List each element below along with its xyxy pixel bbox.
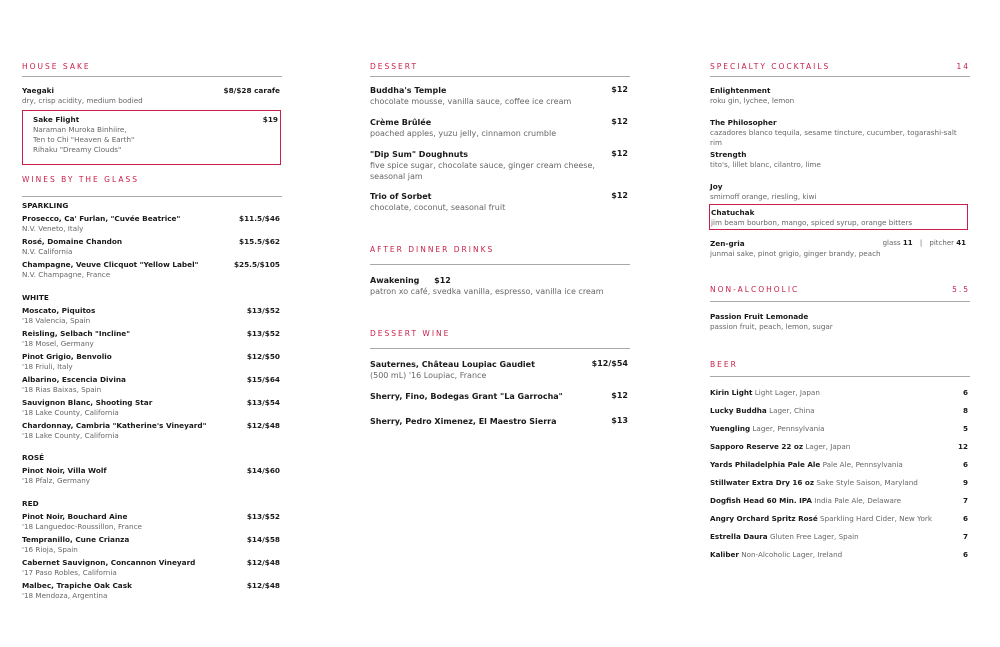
item-name: Sherry, Pedro Ximenez, El Maestro Sierra	[370, 417, 557, 426]
item-desc: Naraman Muroka Binhiire,	[33, 125, 127, 134]
wine-item	[22, 214, 282, 234]
item-price: $25.5/$105	[233, 260, 280, 269]
item-name: Cabernet Sauvignon, Concannon Vineyard	[22, 558, 196, 567]
wine-item	[22, 398, 282, 418]
item-desc: Rihaku "Dreamy Clouds"	[33, 145, 122, 154]
item-desc: India Pale Ale, Delaware	[814, 496, 902, 505]
item-price: $15/$64	[246, 375, 280, 384]
item-desc: Pale Ale, Pennsylvania	[822, 460, 903, 469]
item-desc: N.V. Champagne, France	[22, 270, 111, 279]
item-desc: Sparkling Hard Cider, New York	[820, 514, 932, 523]
item-desc: jim beam bourbon, mango, spiced syrup, orange bitters	[711, 218, 913, 227]
item-price: $12/$48	[246, 558, 280, 567]
wine-item	[22, 306, 282, 326]
item-price: $13	[611, 416, 628, 425]
wine-item	[22, 375, 282, 395]
item-desc: patron xo café, svedka vanilla, espresso, vanilla ice cream	[370, 287, 604, 296]
item-desc: smirnoff orange, riesling, kiwi	[710, 192, 817, 201]
item-desc: '18 Lake County, California	[22, 431, 119, 440]
beer-item	[710, 514, 970, 524]
dessert-wine-title: DESSERT WINE	[370, 329, 451, 338]
item-price: $13/$52	[246, 512, 280, 521]
item-desc: Lager, China	[769, 406, 815, 415]
beer-title: BEER	[710, 360, 738, 369]
wine-item	[22, 421, 282, 441]
item-price: $12	[611, 391, 628, 400]
item-name: Zen-gria	[710, 239, 745, 248]
after-dinner-item	[370, 275, 630, 297]
item-price: $8/$28 carafe	[223, 86, 280, 95]
cocktail-item	[710, 86, 970, 106]
item-desc: (500 mL) '16 Loupiac, France	[370, 371, 487, 380]
house-sake-title: HOUSE SAKE	[22, 62, 91, 71]
item-name: Reisling, Selbach "Incline"	[22, 329, 131, 338]
item-price: $14/$58	[246, 535, 280, 544]
item-desc: '18 Friuli, Italy	[22, 362, 73, 371]
item-price: $12	[611, 85, 628, 94]
item-price: $12	[434, 276, 451, 285]
divider	[710, 76, 970, 77]
item-price: $12/$50	[246, 352, 280, 361]
divider	[22, 196, 282, 197]
item-desc: Lager, Japan	[805, 442, 851, 451]
dessert-wine-item	[370, 416, 630, 427]
item-desc: Light Lager, Japan	[754, 388, 820, 397]
wine-item	[22, 535, 282, 555]
beer-item	[710, 406, 970, 416]
item-name: Awakening	[370, 276, 420, 285]
wine-item	[22, 352, 282, 372]
item-price: 6	[962, 514, 968, 523]
item-name: The Philosopher	[710, 118, 777, 127]
non-alcoholic-price: 5.5	[952, 285, 970, 294]
item-name: Champagne, Veuve Clicquot "Yellow Label"	[22, 260, 199, 269]
item-desc: N.V. California	[22, 247, 73, 256]
red-heading: RED	[22, 499, 39, 508]
item-price: 6	[962, 388, 968, 397]
item-price: $19	[262, 115, 278, 124]
dessert-item	[370, 191, 630, 213]
item-desc: '16 Rioja, Spain	[22, 545, 78, 554]
item-price: 5	[962, 424, 968, 433]
item-name: Malbec, Trapiche Oak Cask	[22, 581, 132, 590]
dessert-item	[370, 85, 630, 107]
dessert-wine-item	[370, 359, 630, 381]
item-name: Sauternes, Château Loupiac Gaudiet	[370, 360, 535, 369]
beer-item	[710, 424, 970, 434]
rose-heading: ROSÉ	[22, 453, 45, 462]
item-desc: junmai sake, pinot grigio, ginger brandy, peach	[710, 249, 881, 258]
divider	[22, 76, 282, 77]
item-price: $12	[611, 149, 628, 158]
item-price: $13/$54	[246, 398, 280, 407]
wine-item	[22, 329, 282, 349]
item-name: Stillwater Extra Dry 16 oz	[710, 478, 815, 487]
item-name: Sherry, Fino, Bodegas Grant "La Garrocha"	[370, 392, 563, 401]
non-alcoholic-title	[710, 285, 970, 294]
after-dinner-title: AFTER DINNER DRINKS	[370, 245, 495, 254]
item-name: Strength	[710, 150, 747, 159]
item-price: 7	[962, 496, 968, 505]
divider	[370, 348, 630, 349]
menu-item-yaegaki	[22, 86, 282, 106]
cocktail-item-chatuchak	[711, 208, 967, 228]
cocktails-price: 14	[956, 62, 970, 71]
item-name: Tempranillo, Cune Crianza	[22, 535, 130, 544]
item-name: Enlightenment	[710, 86, 771, 95]
cocktails-title	[710, 62, 970, 71]
non-alcoholic-title-text: NON-ALCOHOLIC	[710, 285, 800, 294]
item-desc: Ten to Chi "Heaven & Earth"	[33, 135, 135, 144]
item-price: $13/$52	[246, 306, 280, 315]
item-name: Estrella Daura	[710, 532, 768, 541]
cocktail-item	[710, 118, 970, 148]
item-desc: dry, crisp acidity, medium bodied	[22, 96, 143, 105]
item-price: $15.5/$62	[239, 237, 280, 246]
item-name: Albarino, Escencia Divina	[22, 375, 126, 384]
beer-item	[710, 496, 970, 506]
item-desc: Sake Style Saison, Maryland	[816, 478, 918, 487]
item-desc: poached apples, yuzu jelly, cinnamon crumble	[370, 129, 557, 138]
cocktail-item	[710, 182, 970, 202]
item-name: Angry Orchard Spritz Rosé	[710, 514, 818, 523]
item-desc: '18 Pfalz, Germany	[22, 476, 91, 485]
dessert-item	[370, 149, 630, 182]
item-desc: chocolate, coconut, seasonal fruit	[370, 203, 506, 212]
item-name: Crème Brûlée	[370, 118, 432, 127]
menu-item-sake-flight	[33, 115, 280, 155]
pitcher-price: 41	[956, 239, 966, 247]
chatuchak-highlight-box	[709, 204, 968, 230]
item-name: Chatuchak	[711, 208, 755, 217]
beer-item	[710, 442, 970, 452]
dessert-wine-item	[370, 391, 630, 402]
wine-item	[22, 581, 282, 601]
item-desc: '18 Valencia, Spain	[22, 316, 91, 325]
item-price: $12/$54	[591, 359, 628, 368]
beer-item	[710, 478, 970, 488]
item-price: $14/$60	[246, 466, 280, 475]
item-name: Buddha's Temple	[370, 86, 447, 95]
item-desc: N.V. Veneto, Italy	[22, 224, 84, 233]
item-price: $12	[611, 191, 628, 200]
cocktails-title-text: SPECIALTY COCKTAILS	[710, 62, 831, 71]
glass-price: 11	[902, 239, 913, 247]
item-desc: '18 Rias Baixas, Spain	[22, 385, 102, 394]
item-name: Moscato, Piquitos	[22, 306, 96, 315]
item-name: Kirin Light	[710, 388, 753, 397]
sparkling-heading: SPARKLING	[22, 201, 69, 210]
item-name: Pinot Noir, Bouchard Aine	[22, 512, 128, 521]
item-name-line	[370, 275, 630, 286]
white-heading: WHITE	[22, 293, 49, 302]
beer-item	[710, 532, 970, 542]
wine-item	[22, 558, 282, 578]
item-price: $12/$48	[246, 421, 280, 430]
item-price: $13/$52	[246, 329, 280, 338]
item-desc: '18 Languedoc-Roussillon, France	[22, 522, 142, 531]
item-desc: tito's, lillet blanc, cilantro, lime	[710, 160, 821, 169]
item-price: $12/$48	[246, 581, 280, 590]
dessert-item	[370, 117, 630, 139]
item-price: 9	[962, 478, 968, 487]
item-desc: Non-Alcoholic Lager, Ireland	[741, 550, 843, 559]
item-name: Sapporo Reserve 22 oz	[710, 442, 804, 451]
item-name: Sauvignon Blanc, Shooting Star	[22, 398, 153, 407]
wines-title: WINES BY THE GLASS	[22, 175, 139, 184]
item-price: 12	[957, 442, 968, 451]
item-desc: chocolate mousse, vanilla sauce, coffee ice cream	[370, 97, 572, 106]
wine-item	[22, 512, 282, 532]
item-desc: '18 Mendoza, Argentina	[22, 591, 108, 600]
item-name: Trio of Sorbet	[370, 192, 432, 201]
beer-item	[710, 388, 970, 398]
item-desc: roku gin, lychee, lemon	[710, 96, 795, 105]
item-price: 8	[962, 406, 968, 415]
beer-item	[710, 550, 970, 560]
item-desc: seasonal jam	[370, 172, 423, 181]
item-name: Yaegaki	[22, 86, 54, 95]
item-desc: '18 Mosel, Germany	[22, 339, 94, 348]
wine-item	[22, 466, 282, 486]
divider	[710, 376, 970, 377]
item-name: Lucky Buddha	[710, 406, 767, 415]
item-desc: Gluten Free Lager, Spain	[769, 532, 859, 541]
item-name: Prosecco, Ca' Furlan, "Cuvée Beatrice"	[22, 214, 181, 223]
item-name: Passion Fruit Lemonade	[710, 312, 809, 321]
non-alcoholic-item	[710, 312, 970, 332]
divider	[710, 301, 970, 302]
item-price: $11.5/$46	[239, 214, 280, 223]
item-desc: '18 Lake County, California	[22, 408, 119, 417]
item-desc: '17 Paso Robles, California	[22, 568, 117, 577]
item-name: Chardonnay, Cambria "Katherine's Vineyard"	[22, 421, 207, 430]
cocktail-item-zen-gria	[710, 239, 970, 259]
item-desc: cazadores blanco tequila, sesame tincture, cucumber, togarashi-salt rim	[710, 128, 957, 147]
item-name: Rosé, Domaine Chandon	[22, 237, 123, 246]
item-name: Joy	[710, 182, 723, 191]
item-name: "Dip Sum" Doughnuts	[370, 150, 469, 159]
item-name: Yuengling	[710, 424, 751, 433]
item-price: 6	[962, 550, 968, 559]
item-price: $12	[611, 117, 628, 126]
wine-item	[22, 260, 282, 280]
item-name: Sake Flight	[33, 115, 80, 124]
dessert-title: DESSERT	[370, 62, 419, 71]
item-desc: passion fruit, peach, lemon, sugar	[710, 322, 833, 331]
item-name: Dogfish Head 60 Min. IPA	[710, 496, 812, 505]
item-price: 6	[962, 460, 968, 469]
divider	[370, 76, 630, 77]
item-name: Pinot Grigio, Benvolio	[22, 352, 112, 361]
item-name: Pinot Noir, Villa Wolf	[22, 466, 107, 475]
item-name: Kaliber	[710, 550, 739, 559]
sake-flight-highlight-box	[22, 110, 281, 165]
beer-item	[710, 460, 970, 470]
separator: |	[919, 239, 923, 247]
glass-pitcher-prices	[883, 239, 966, 247]
glass-label: glass	[882, 239, 901, 247]
item-desc: five spice sugar, chocolate sauce, ginger cream cheese,	[370, 161, 595, 170]
item-price: 7	[962, 532, 968, 541]
divider	[370, 264, 630, 265]
item-name: Yards Philadelphia Pale Ale	[710, 460, 821, 469]
item-desc: Lager, Pennsylvania	[752, 424, 825, 433]
wine-item	[22, 237, 282, 257]
cocktail-item	[710, 150, 970, 170]
pitcher-label: pitcher	[929, 239, 955, 247]
